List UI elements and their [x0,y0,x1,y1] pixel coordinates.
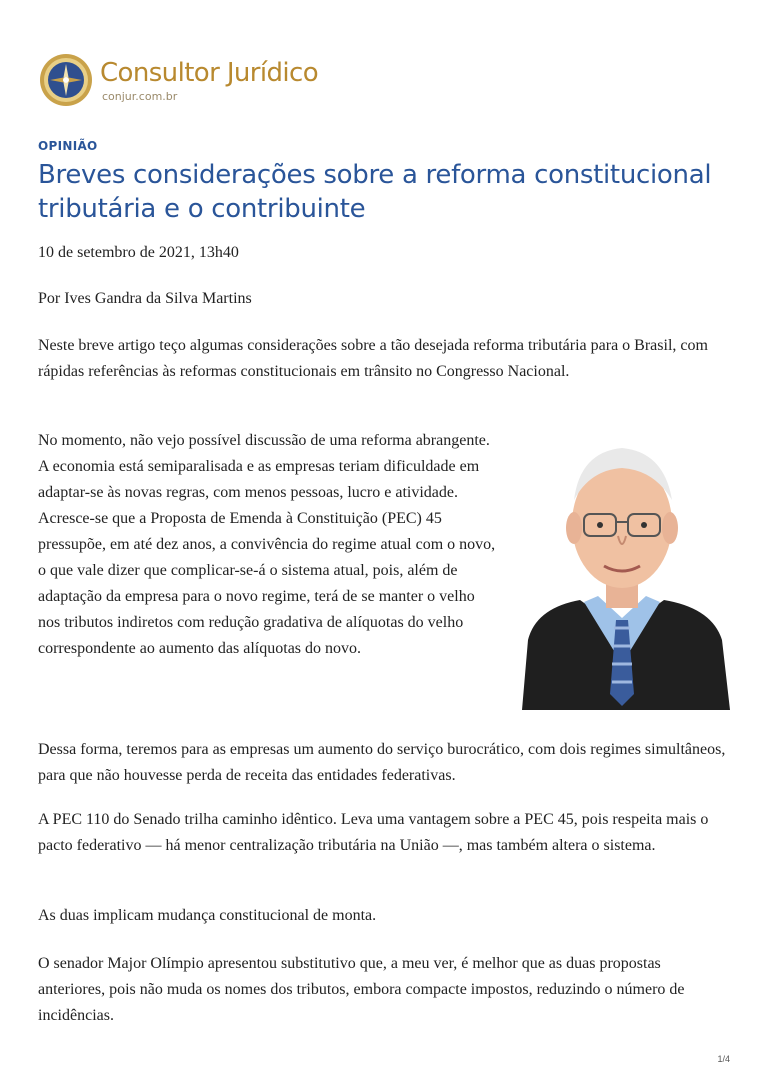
paragraph: A PEC 110 do Senado trilha caminho idêntico. Leva uma vantagem sobre a PEC 45, pois respeita mais o pacto federativo — há menor centralização tributária na União —, mas também altera o sistema. [38,811,709,854]
brand-site: conjur.com.br [102,90,178,103]
article-title: Breves considerações sobre a reforma constitucional tributária e o contribuinte [38,160,712,224]
site-logo[interactable] [38,52,338,108]
page-indicator: 1/4 [717,1054,730,1064]
compass-logo-icon [38,52,94,108]
paragraph: Dessa forma, teremos para as empresas um aumento do serviço burocrático, com dois regimes simultâneos, para que não houvesse perda de receita das entidades federativas. [38,741,726,784]
paragraph: O senador Major Olímpio apresentou substitutivo que, a meu ver, é melhor que as duas propostas anteriores, pois não muda os nomes dos tributos, embora compacte impostos, reduzindo o número de incidências. [38,955,685,1024]
author-caricature-image [522,432,730,710]
paragraph: As duas implicam mudança constitucional de monta. [38,907,377,924]
brand-name: Consultor Jurídico [100,58,319,88]
article-date: 10 de setembro de 2021, 13h40 [38,244,239,261]
paragraph: No momento, não vejo possível discussão de uma reforma abrangente. A economia está semiparalisada e as empresas teriam dificuldade em adaptar-se às novas regras, com menos pessoas, lucro e atividade. Acresce-se que a Proposta de Emenda à Constituição (PEC) 45 pressupõe, em até dez anos, a convivência do regime atual com o novo, o que vale dizer que complicar-se-á o sistema atual, pois, além de adaptação da empresa para o novo regime, terá de se manter o velho nos tributos indiretos com redução gradativa de alíquotas do velho correspondente ao aumento das alíquotas do novo. [38,432,496,657]
section-label[interactable]: OPINIÃO [38,139,98,153]
article-byline: Por Ives Gandra da Silva Martins [38,290,252,307]
paragraph: Neste breve artigo teço algumas considerações sobre a tão desejada reforma tributária para o Brasil, com rápidas referências às reformas constitucionais em trânsito no Congresso Nacional. [38,337,708,380]
